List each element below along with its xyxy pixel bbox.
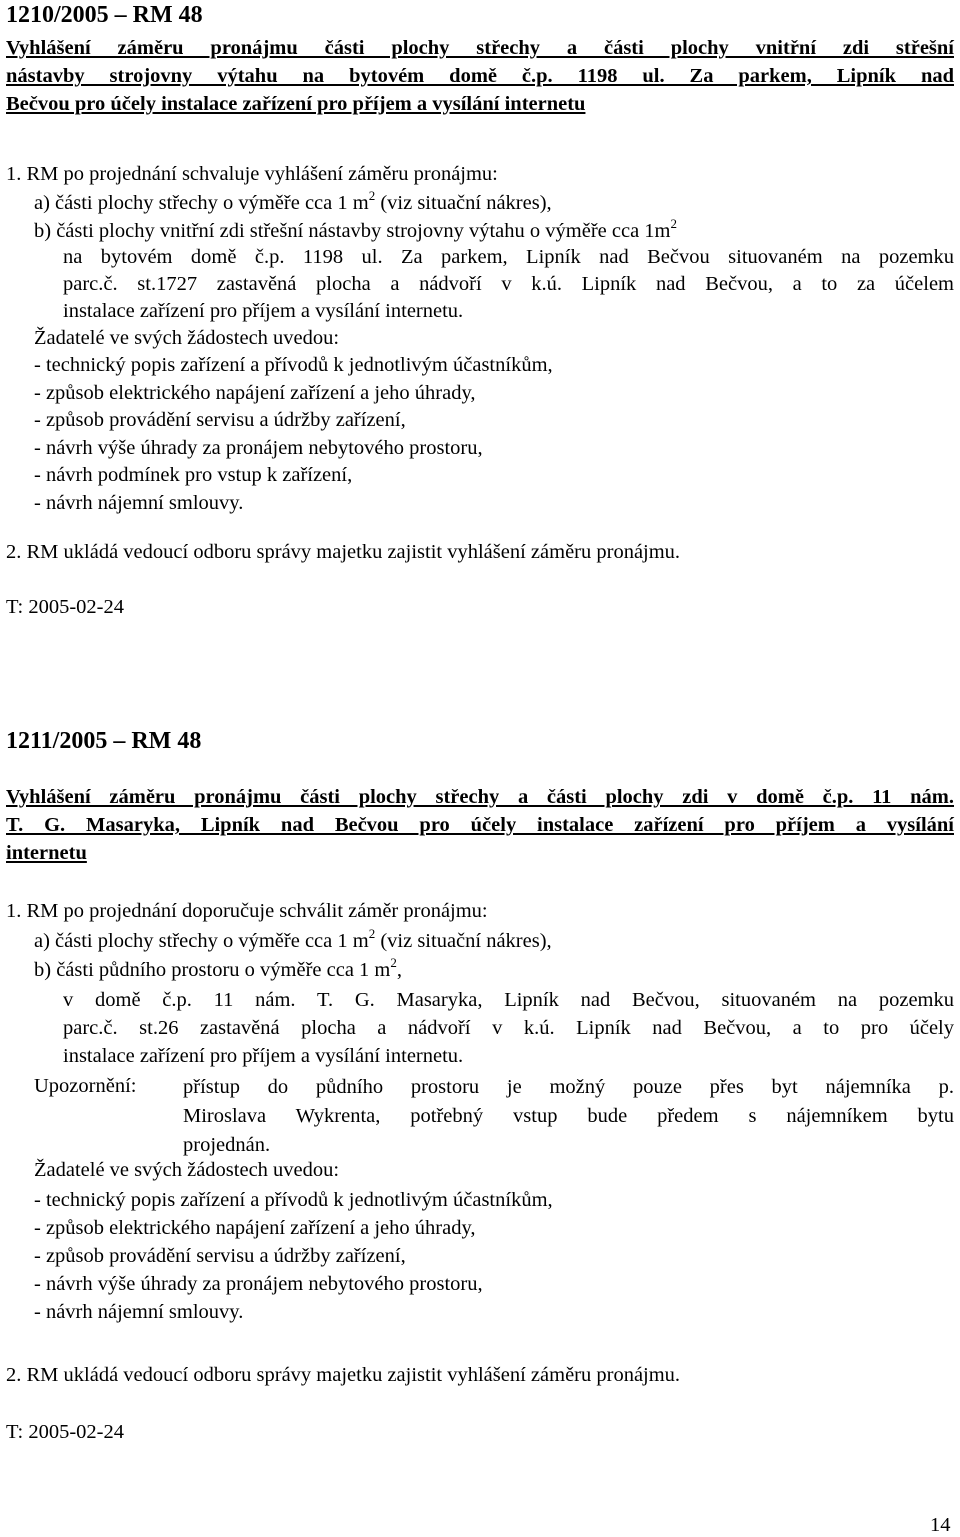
superscript: 2 xyxy=(368,188,376,203)
continuation-line: na bytovém domě č.p. 1198 ul. Za parkem, Lipník nad Bečvou situovaném na pozemku xyxy=(63,246,954,268)
section1-item2: 2. RM ukládá vedoucí odboru správy majetku zajistit vyhlášení záměru pronájmu. xyxy=(6,541,681,563)
subject-line: Vyhlášení záměru pronájmu části plochy střechy a části plochy zdi v domě č.p. 11 nám. xyxy=(6,786,954,808)
superscript: 2 xyxy=(390,955,397,970)
list-item: - technický popis zařízení a přívodů k jednotlivým účastníkům, xyxy=(34,354,553,376)
item-a-text: a) části plochy střechy o výměře cca 1 m xyxy=(34,930,369,952)
list-item: - návrh nájemní smlouvy. xyxy=(34,1301,244,1323)
item-a-text: a) části plochy střechy o výměře cca 1 m xyxy=(34,192,369,214)
section1-item1-intro: 1. RM po projednání schvaluje vyhlášení záměru pronájmu: xyxy=(6,163,498,185)
section1-subject xyxy=(6,34,954,118)
continuation-line: parc.č. st.26 zastavěná plocha a nádvoří v k.ú. Lipník nad Bečvou, a to pro účely xyxy=(63,1017,954,1039)
subject-line: internetu xyxy=(6,842,87,864)
section1-item1-b xyxy=(34,216,677,243)
subject-line: nástavby strojovny výtahu na bytovém domě č.p. 1198 ul. Za parkem, Lipník nad xyxy=(6,65,954,87)
item-b-text-end: , xyxy=(396,959,403,981)
section2-item2: 2. RM ukládá vedoucí odboru správy majetku zajistit vyhlášení záměru pronájmu. xyxy=(6,1364,681,1386)
superscript: 2 xyxy=(670,216,677,231)
section2-notice-label: Upozornění: xyxy=(34,1075,137,1097)
section1-heading: 1210/2005 – RM 48 xyxy=(6,2,203,28)
section2-applicants-intro: Žadatelé ve svých žádostech uvedou: xyxy=(34,1159,340,1181)
continuation-line: v domě č.p. 11 nám. T. G. Masaryka, Lipník nad Bečvou, situovaném na pozemku xyxy=(63,989,954,1011)
notice-line: projednán. xyxy=(183,1134,271,1156)
section1-item1-continuation xyxy=(63,244,954,325)
item-a-text-end: (viz situační nákres), xyxy=(375,192,552,214)
list-item: - způsob provádění servisu a údržby zařízení, xyxy=(34,1245,406,1267)
section1-item1-a xyxy=(34,188,552,215)
continuation-line: instalace zařízení pro příjem a vysílání internetu. xyxy=(63,300,464,322)
continuation-line: instalace zařízení pro příjem a vysílání internetu. xyxy=(63,1045,464,1067)
list-item: - návrh nájemní smlouvy. xyxy=(34,491,244,514)
section2-item1-intro: 1. RM po projednání doporučuje schválit záměr pronájmu: xyxy=(6,900,488,922)
section2-item1-a xyxy=(34,926,552,953)
section2-applicant-list xyxy=(34,1186,553,1326)
item-a-text-end: (viz situační nákres), xyxy=(375,930,552,952)
list-item: - technický popis zařízení a přívodů k jednotlivým účastníkům, xyxy=(34,1189,553,1211)
subject-line: T. G. Masaryka, Lipník nad Bečvou pro účely instalace zařízení pro příjem a vysílání xyxy=(6,814,954,836)
section2-deadline: T: 2005-02-24 xyxy=(6,1421,124,1443)
list-item: - způsob elektrického napájení zařízení a jeho úhrady, xyxy=(34,381,476,404)
section1-applicant-list xyxy=(34,352,553,517)
section1-deadline: T: 2005-02-24 xyxy=(6,596,124,618)
superscript: 2 xyxy=(368,926,376,941)
list-item: - způsob provádění servisu a údržby zařízení, xyxy=(34,409,406,431)
item-b-text: b) části půdního prostoru o výměře cca 1 m xyxy=(34,959,391,981)
section2-notice xyxy=(183,1073,954,1160)
section2-item1-continuation xyxy=(63,986,954,1070)
continuation-line: parc.č. st.1727 zastavěná plocha a nádvoří v k.ú. Lipník nad Bečvou, a to za účelem xyxy=(63,273,954,295)
section2-subject xyxy=(6,783,954,867)
list-item: - návrh výše úhrady za pronájem nebytového prostoru, xyxy=(34,1273,483,1295)
list-item: - návrh podmínek pro vstup k zařízení, xyxy=(34,464,353,486)
list-item: - způsob elektrického napájení zařízení a jeho úhrady, xyxy=(34,1217,476,1239)
page-number: 14 xyxy=(930,1514,951,1536)
section2-item1-b xyxy=(34,955,403,982)
subject-line: Vyhlášení záměru pronájmu části plochy střechy a části plochy vnitřní zdi střešní xyxy=(6,37,954,59)
notice-line: Miroslava Wykrenta, potřebný vstup bude předem s nájemníkem bytu xyxy=(183,1105,954,1127)
section2-heading: 1211/2005 – RM 48 xyxy=(6,728,202,754)
item-b-text: b) části plochy vnitřní zdi střešní nástavby strojovny výtahu o výměře cca 1m xyxy=(34,220,671,242)
subject-line: Bečvou pro účely instalace zařízení pro příjem a vysílání internetu xyxy=(6,93,586,115)
section1-applicants-intro: Žadatelé ve svých žádostech uvedou: xyxy=(34,327,340,349)
notice-line: přístup do půdního prostoru je možný pouze přes byt nájemníka p. xyxy=(183,1076,954,1098)
list-item: - návrh výše úhrady za pronájem nebytového prostoru, xyxy=(34,436,483,459)
